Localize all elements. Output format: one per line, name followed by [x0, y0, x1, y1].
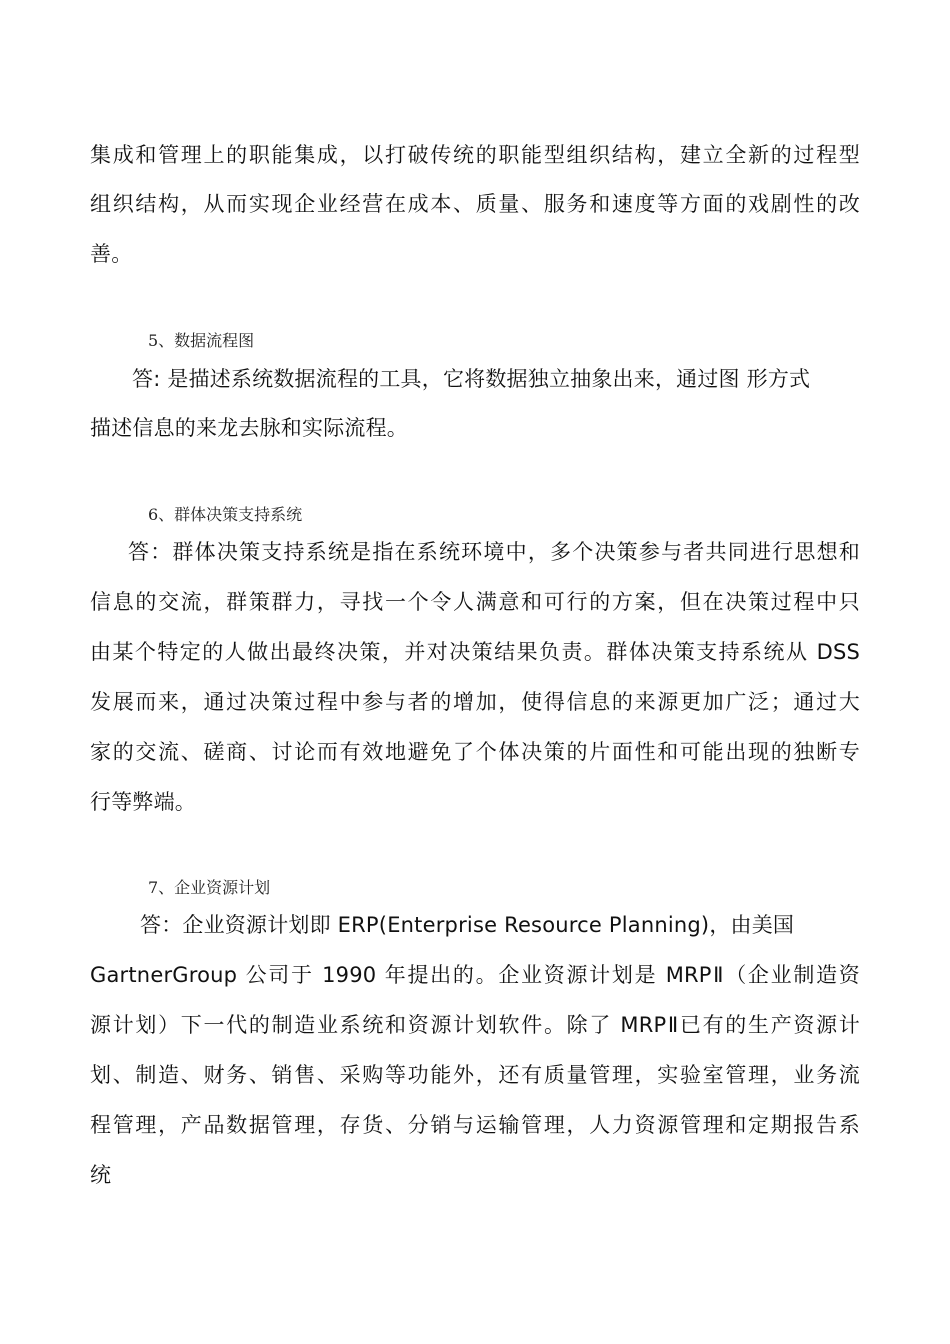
paragraph-line: 答: 是描述系统数据流程的工具，它将数据独立抽象出来，通过图 形方式: [132, 367, 811, 391]
paragraph-line: 家的交流、磋商、讨论而有效地避免了个体决策的片面性和可能出现的独断专: [90, 740, 860, 764]
paragraph-line: 善。: [90, 242, 133, 266]
section-heading: 6、群体决策支持系统: [148, 505, 303, 524]
section-heading: 5、数据流程图: [148, 331, 255, 350]
paragraph-line: 源计划）下一代的制造业系统和资源计划软件。除了 MRPⅡ已有的生产资源计: [90, 1013, 860, 1037]
paragraph-line: 统: [90, 1163, 112, 1187]
paragraph-line: GartnerGroup 公司于 1990 年提出的。企业资源计划是 MRPⅡ（企业制造资: [90, 963, 860, 987]
section-heading: 7、企业资源计划: [148, 878, 271, 897]
paragraph-line: 由某个特定的人做出最终决策，并对决策结果负责。群体决策支持系统从 DSS: [90, 640, 860, 664]
paragraph-line: 信息的交流，群策群力，寻找一个令人满意和可行的方案，但在决策过程中只: [90, 590, 860, 614]
paragraph-line: 答：群体决策支持系统是指在系统环境中，多个决策参与者共同进行思想和: [128, 540, 860, 564]
paragraph-line: 描述信息的来龙去脉和实际流程。: [90, 416, 408, 440]
paragraph-line: 程管理，产品数据管理，存货、分销与运输管理，人力资源管理和定期报告系: [90, 1113, 860, 1137]
paragraph-line: 组织结构，从而实现企业经营在成本、质量、服务和速度等方面的戏剧性的改: [90, 192, 860, 216]
paragraph-line: 发展而来，通过决策过程中参与者的增加，使得信息的来源更加广泛；通过大: [90, 690, 860, 714]
paragraph-line: 答：企业资源计划即 ERP(Enterprise Resource Planning)，由美国: [140, 913, 795, 937]
paragraph-line: 行等弊端。: [90, 790, 196, 814]
paragraph-line: 划、制造、财务、销售、采购等功能外，还有质量管理，实验室管理，业务流: [90, 1063, 860, 1087]
paragraph-line: 集成和管理上的职能集成，以打破传统的职能型组织结构，建立全新的过程型: [90, 143, 860, 167]
